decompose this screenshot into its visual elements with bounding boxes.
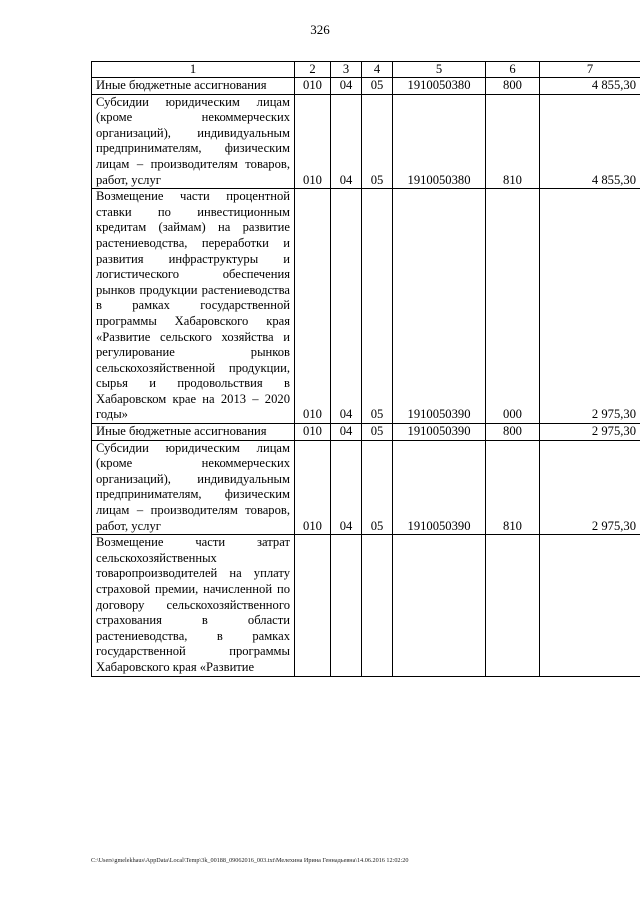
row-name: Иные бюджетные ассигнования: [92, 424, 295, 441]
expense-type-code: 800: [486, 78, 540, 95]
budget-table: [91, 61, 640, 677]
target-item-code: 1910050390: [393, 189, 486, 424]
column-header-1: 1: [92, 62, 295, 78]
section-code: 04: [331, 424, 362, 441]
table-row: [92, 94, 640, 189]
target-item-code: 1910050390: [393, 440, 486, 535]
ministry-code: 010: [295, 189, 331, 424]
subsection-code: 05: [362, 94, 393, 189]
table-row: [92, 189, 640, 424]
section-code: 04: [331, 78, 362, 95]
column-header-6: 6: [486, 62, 540, 78]
section-code: 04: [331, 440, 362, 535]
ministry-code: 010: [295, 78, 331, 95]
section-code: [331, 535, 362, 676]
column-header-7: 7: [540, 62, 640, 78]
column-header-5: 5: [393, 62, 486, 78]
header-row: [92, 62, 640, 78]
subsection-code: 05: [362, 424, 393, 441]
column-header-4: 4: [362, 62, 393, 78]
section-code: 04: [331, 189, 362, 424]
row-name: Субсидии юридическим лицам (кроме некоммерческих организаций), индивидуальным предпринимателям, физическим лицам – производителям товаров, работ, услуг: [92, 440, 295, 535]
column-header-2: 2: [295, 62, 331, 78]
amount: 2 975,30: [540, 440, 640, 535]
column-header-3: 3: [331, 62, 362, 78]
subsection-code: 05: [362, 440, 393, 535]
table-row: [92, 78, 640, 95]
expense-type-code: [486, 535, 540, 676]
table-row: [92, 535, 640, 676]
expense-type-code: 800: [486, 424, 540, 441]
expense-type-code: 810: [486, 94, 540, 189]
row-name: Возмещение части затрат сельскохозяйственных товаропроизводителей на уплату страховой премии, начисленной по договору сельскохозяйственного страхования в области растениеводства, в рамках государственной программы Хабаровского края «Развитие: [92, 535, 295, 676]
row-name: Возмещение части процентной ставки по инвестиционным кредитам (займам) на развитие растениеводства, переработки и развития инфраструктуры и логистического обеспечения рынков продукции растениеводства в рамках государственной программы Хабаровского края «Развитие сельского хозяйства и регулирование рынков сельскохозяйственной продукции, сырья и продовольствия в Хабаровском крае на 2013 – 2020 годы»: [92, 189, 295, 424]
amount: 4 855,30: [540, 94, 640, 189]
page-number: 326: [310, 22, 330, 37]
target-item-code: 1910050380: [393, 94, 486, 189]
expense-type-code: 810: [486, 440, 540, 535]
expense-type-code: 000: [486, 189, 540, 424]
subsection-code: [362, 535, 393, 676]
ministry-code: 010: [295, 94, 331, 189]
amount: 4 855,30: [540, 78, 640, 95]
target-item-code: [393, 535, 486, 676]
amount: [540, 535, 640, 676]
subsection-code: 05: [362, 189, 393, 424]
ministry-code: 010: [295, 424, 331, 441]
target-item-code: 1910050390: [393, 424, 486, 441]
amount: 2 975,30: [540, 189, 640, 424]
section-code: 04: [331, 94, 362, 189]
table-row: [92, 440, 640, 535]
ministry-code: 010: [295, 440, 331, 535]
amount: 2 975,30: [540, 424, 640, 441]
file-path-footer: C:\Users\gmelekhaus\AppData\Local\Temp\3k_00188_09062016_003.txt\Мелехина Ирина Геннадьевна\14.06.2016 12:02:20: [91, 857, 409, 864]
row-name: Субсидии юридическим лицам (кроме некоммерческих организаций), индивидуальным предпринимателям, физическим лицам – производителям товаров, работ, услуг: [92, 94, 295, 189]
table-row: [92, 424, 640, 441]
ministry-code: [295, 535, 331, 676]
row-name: Иные бюджетные ассигнования: [92, 78, 295, 95]
subsection-code: 05: [362, 78, 393, 95]
target-item-code: 1910050380: [393, 78, 486, 95]
